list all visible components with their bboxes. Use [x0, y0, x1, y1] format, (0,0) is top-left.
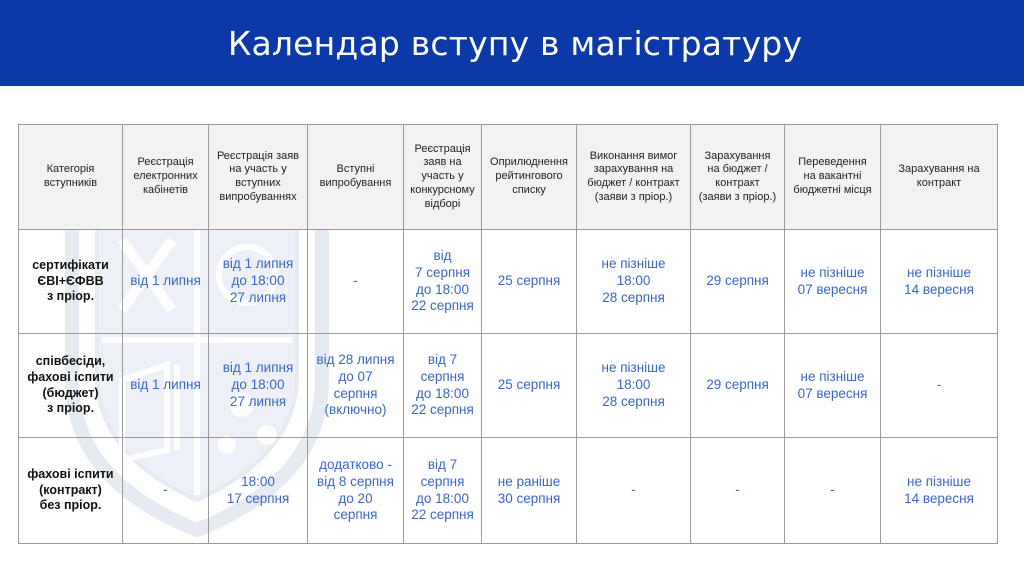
table-cell: -	[308, 230, 404, 334]
table-cell: не пізніше 14 вересня	[881, 230, 998, 334]
table-cell: від 7 серпня до 18:00 22 серпня	[404, 438, 482, 544]
category-cell: фахові іспити (контракт) без пріор.	[19, 438, 123, 544]
table-cell: не пізніше 07 вересня	[785, 230, 881, 334]
column-header: Зарахування на контракт	[881, 125, 998, 230]
table-cell: 29 серпня	[691, 334, 785, 438]
admission-calendar-table	[18, 124, 998, 544]
table-header-row	[19, 125, 998, 230]
table-cell: від 7 серпня до 18:00 22 серпня	[404, 334, 482, 438]
column-header: Реєстрація заяв на участь у вступних випробуваннях	[209, 125, 308, 230]
table-cell: -	[691, 438, 785, 544]
table-cell: не пізніше 18:00 28 серпня	[577, 230, 691, 334]
table-row	[19, 438, 998, 544]
table-cell: від 1 липня до 18:00 27 липня	[209, 334, 308, 438]
table-cell: не раніше 30 серпня	[482, 438, 577, 544]
column-header: Зарахування на бюджет / контракт (заяви з пріор.)	[691, 125, 785, 230]
column-header: Реєстрація електронних кабінетів	[123, 125, 209, 230]
table-row	[19, 230, 998, 334]
table-cell: -	[123, 438, 209, 544]
table-row	[19, 334, 998, 438]
column-header: Оприлюднення рейтингового списку	[482, 125, 577, 230]
table-cell: не пізніше 07 вересня	[785, 334, 881, 438]
column-header: Категорія вступників	[19, 125, 123, 230]
table-cell: від 7 серпня до 18:00 22 серпня	[404, 230, 482, 334]
table-cell: від 1 липня до 18:00 27 липня	[209, 230, 308, 334]
table-cell: 29 серпня	[691, 230, 785, 334]
table-cell: від 28 липня до 07 серпня (включно)	[308, 334, 404, 438]
table-cell: -	[881, 334, 998, 438]
table-cell: від 1 липня	[123, 334, 209, 438]
table-cell: -	[785, 438, 881, 544]
table-cell: від 1 липня	[123, 230, 209, 334]
title-bar	[0, 0, 1024, 86]
table-cell: -	[577, 438, 691, 544]
table-cell: 25 серпня	[482, 334, 577, 438]
category-cell: співбесіди, фахові іспити (бюджет) з пріор.	[19, 334, 123, 438]
column-header: Переведення на вакантні бюджетні місця	[785, 125, 881, 230]
table-cell: 18:00 17 серпня	[209, 438, 308, 544]
column-header: Реєстрація заяв на участь у конкурсному відборі	[404, 125, 482, 230]
column-header: Виконання вимог зарахування на бюджет / контракт (заяви з пріор.)	[577, 125, 691, 230]
category-cell: сертифікати ЄВІ+ЄФВВ з пріор.	[19, 230, 123, 334]
table-cell: 25 серпня	[482, 230, 577, 334]
column-header: Вступні випробування	[308, 125, 404, 230]
table-cell: не пізніше 14 вересня	[881, 438, 998, 544]
table-cell: додатково - від 8 серпня до 20 серпня	[308, 438, 404, 544]
page-title: Календар вступу в магістратуру	[227, 23, 803, 63]
table-cell: не пізніше 18:00 28 серпня	[577, 334, 691, 438]
